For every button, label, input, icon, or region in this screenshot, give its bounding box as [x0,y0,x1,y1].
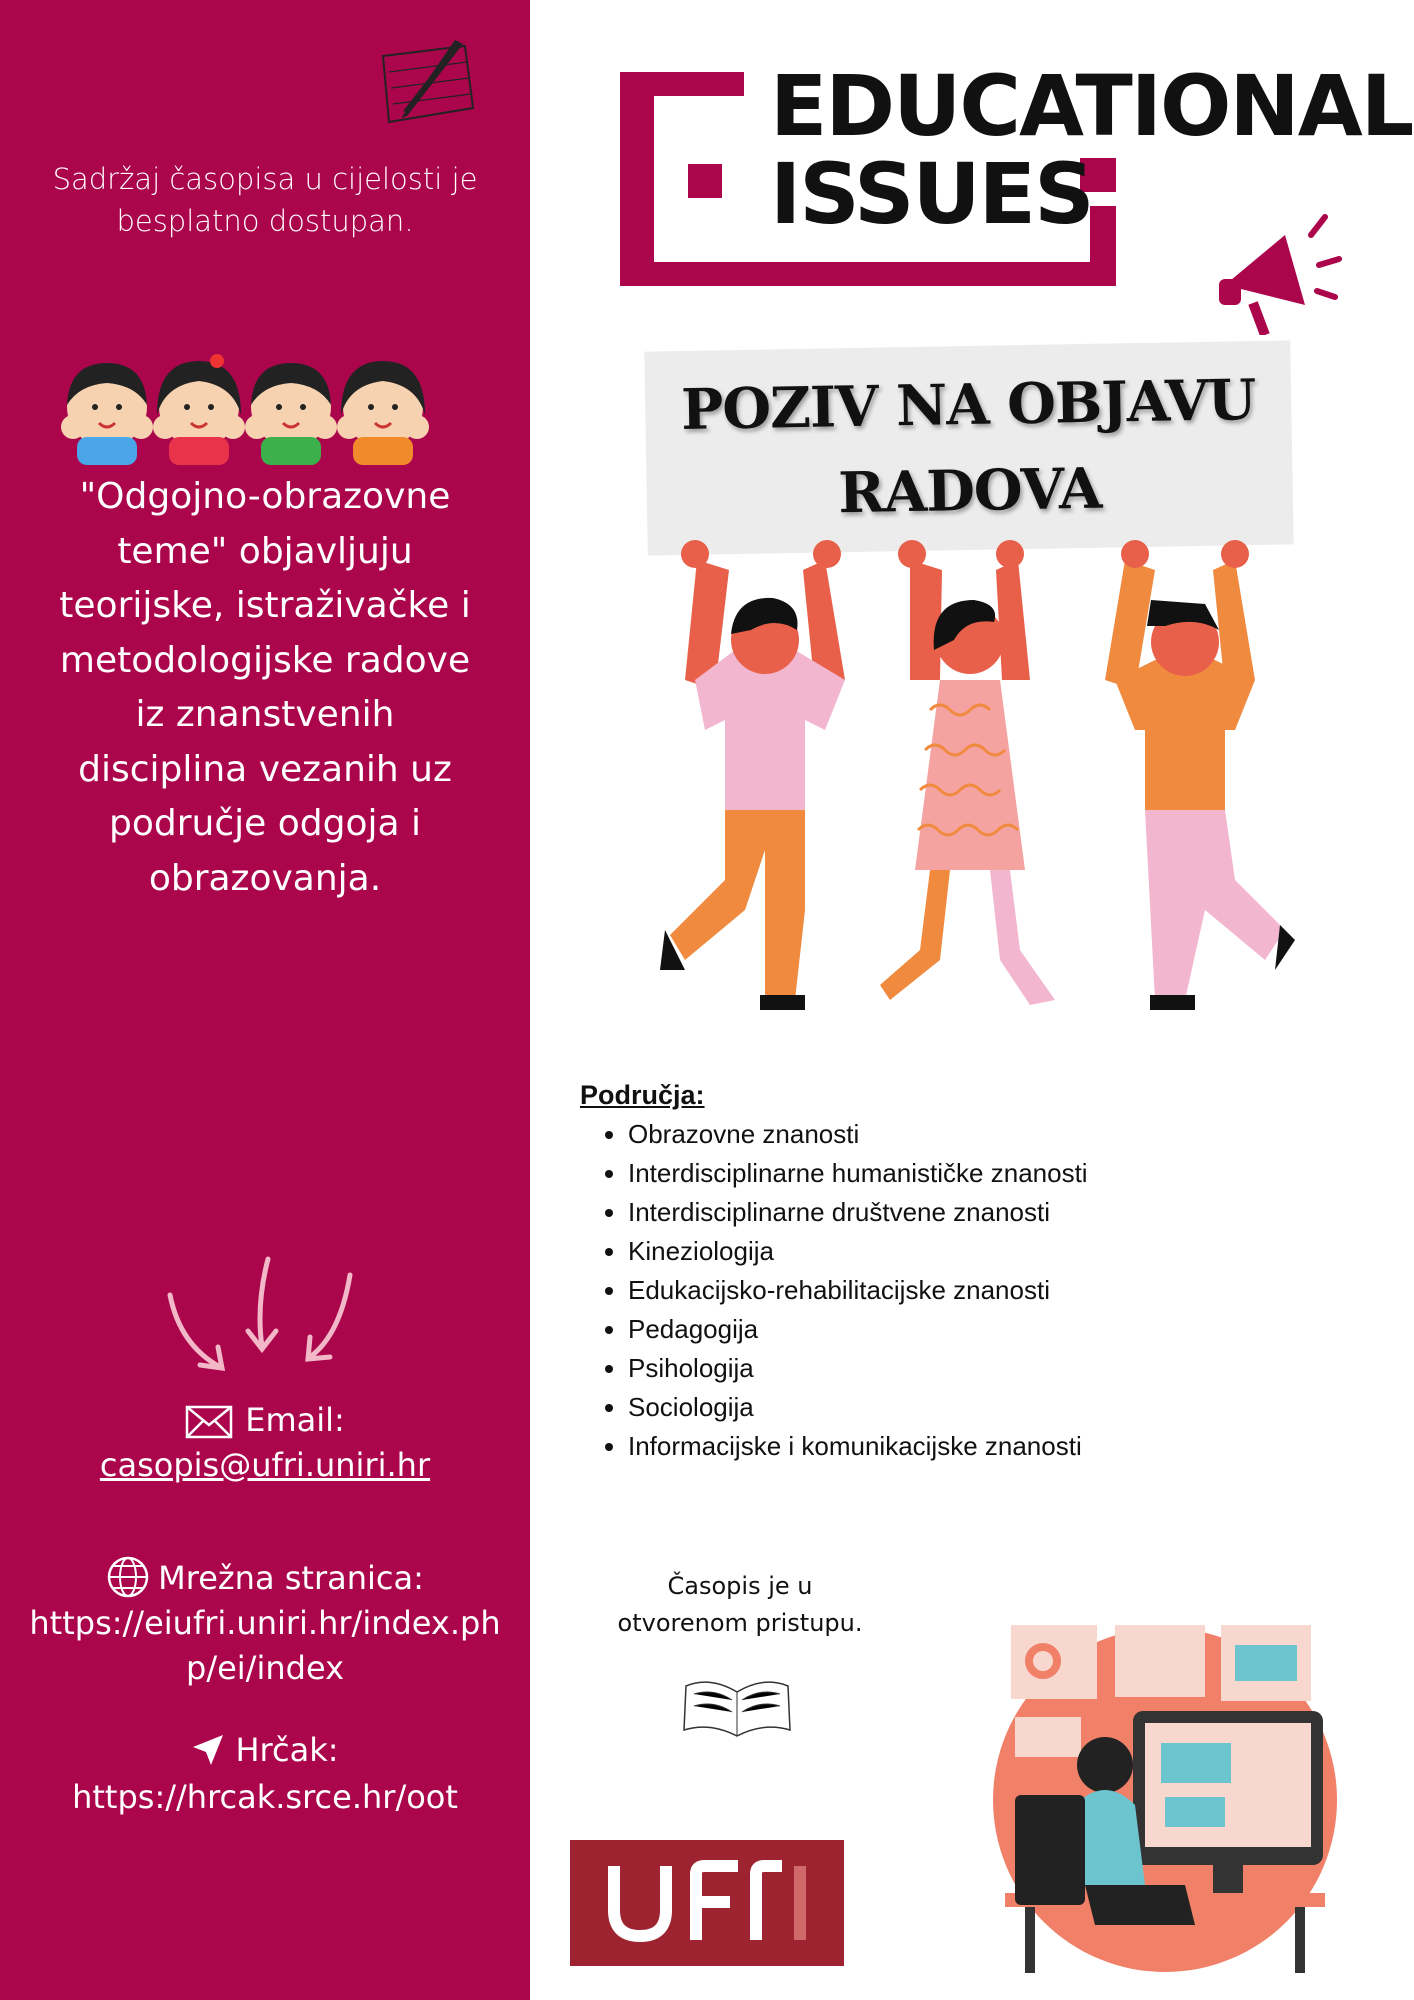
areas-list [580,1115,1088,1466]
megaphone-icon [1215,195,1355,335]
email-label: Email: [245,1401,345,1439]
ufri-logo-mark [570,1840,844,1966]
email-row [0,1398,530,1442]
ufri-logo [570,1840,844,1966]
open-book-icon [680,1672,795,1744]
banner-line1: POZIV NA OBJAVU [680,367,1256,444]
open-access-line2: otvorenom pristupu. [617,1609,863,1637]
open-access-line1: Časopis je u [667,1572,813,1600]
areas-title: Područja: [580,1080,705,1110]
journal-description: "Odgojno-obrazovne teme" objavljuju teorijske, istraživačke i metodologijske radove iz znanstvenih disciplina vezanih uz područje odgoja i obrazovanja. [59,476,471,899]
list-item: • Pedagogija [628,1310,1088,1349]
research-areas [580,1080,1088,1466]
open-access-note [580,1568,900,1642]
intro-text: Sadržaj časopisa u cijelosti je besplatno dostupan. [52,162,478,238]
logo-line1: EDUCATIONAL [770,57,1413,155]
banner-line2: RADOVA [837,455,1102,527]
email-link[interactable]: casopis@ufri.uniri.hr [99,1446,431,1484]
hrcak-label: Hrčak: [235,1731,339,1769]
list-item: • Interdisciplinarne humanističke znanosti [628,1154,1088,1193]
people-holding-sign-illustration [655,530,1295,1010]
list-item: • Informacijske i komunikacijske znanosti [628,1427,1088,1466]
notebook-pen-icon [375,38,485,128]
website-link-line1[interactable]: https://eiufri.uniri.hr/index.ph [29,1604,501,1642]
list-item: • Kineziologija [628,1232,1088,1271]
website-link-line2[interactable]: p/ei/index [186,1649,344,1687]
list-item: • Edukacijsko-rehabilitacijske znanosti [628,1271,1088,1310]
down-arrows-icon [160,1255,370,1375]
list-item: • Obrazovne znanosti [628,1115,1088,1154]
list-item: • Interdisciplinarne društvene znanosti [628,1193,1088,1232]
cursor-arrow-icon [191,1733,225,1767]
person-at-computer-illustration [985,1625,1345,1975]
website-label: Mrežna stranica: [158,1559,424,1597]
logo-line2: ISSUES [770,145,1093,243]
call-for-papers-banner [644,340,1293,555]
sidebar [0,0,530,2000]
hrcak-link[interactable]: https://hrcak.srce.hr/oot [72,1778,458,1816]
list-item: • Sociologija [628,1388,1088,1427]
globe-icon [106,1555,150,1599]
children-faces-icon [55,345,435,470]
website-row [0,1555,530,1600]
hrcak-row [0,1728,530,1772]
envelope-icon [185,1405,233,1439]
list-item: • Psihologija [628,1349,1088,1388]
